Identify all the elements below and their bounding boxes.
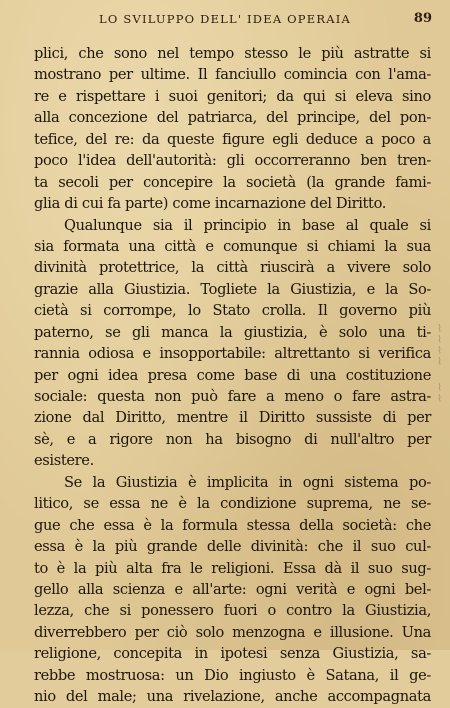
page-number: 89 — [413, 11, 432, 26]
text-line: sia formata una città e comunque si chiami la sua — [34, 237, 431, 255]
text-line: gello alla scienza e all'arte: ogni verità e ogni bel- — [34, 580, 431, 598]
text-line: gue che essa è la formula stessa della società: che — [34, 516, 431, 534]
text-line: alla concezione del patriarca, del principe, del pon- — [34, 109, 431, 127]
paragraph-start-line: Qualunque sia il principio in base al quale si — [64, 216, 431, 234]
text-line: rannia odiosa e insopportabile: altrettanto si verifica — [34, 345, 431, 363]
text-line: paterno, se gli manca la giustizia, è solo una ti- — [34, 323, 431, 341]
text-line: re e rispettare i suoi genitori; da qui si eleva sino — [34, 87, 431, 105]
text-line: nio del male; una rivelazione, anche accompagnata — [34, 688, 431, 706]
text-line: lezza, che si ponessero fuori o contro la Giustizia, — [34, 602, 431, 620]
text-line: ta secoli per concepire la società (la grande fami- — [34, 173, 431, 191]
text-line: mostrano per ultime. Il fanciullo comincia con l'ama- — [34, 66, 431, 84]
text-line: sè, e a rigore non ha bisogno di null'altro per — [34, 430, 431, 448]
text-line: rebbe mostruosa: un Dio ingiusto è Satana, il ge- — [34, 666, 431, 684]
text-line: esistere. — [34, 452, 94, 470]
margin-pencil-mark: ⌇⌇⌇⌇ — [434, 321, 445, 365]
text-line: sociale: questa non può fare a meno o fare astra- — [34, 388, 431, 405]
text-line: poco l'idea dell'autorità: gli occorreranno ben tren- — [34, 152, 431, 170]
text-line: religione, concepita in ipotesi senza Giustizia, sa- — [34, 645, 431, 663]
text-line: glia di cui fa parte) come incarnazione del Diritto. — [34, 195, 387, 213]
text-line: grazie alla Giustizia. Togliete la Giustizia, e la So- — [34, 280, 431, 298]
text-line: zione dal Diritto, mentre il Diritto sussiste di per — [34, 409, 431, 427]
text-line: essa è la più grande delle divinità: che il suo cul- — [34, 538, 431, 556]
text-line: tefice, del re: da queste figure egli deduce a poco a — [34, 130, 431, 148]
text-line: divinità protettrice, la città riuscirà a vivere solo — [34, 259, 431, 277]
text-line: diverrebbero per ciò solo menzogna e illusione. Una — [34, 623, 431, 641]
text-line: to è la più alta fra le religioni. Essa dà il suo sug- — [34, 559, 431, 577]
margin-pencil-mark: ⌇⌇ — [434, 380, 445, 402]
running-head — [0, 12, 450, 28]
text-line: litico, se essa ne è la condizione suprema, ne se- — [34, 495, 431, 513]
text-line: per ogni idea presa come base di una costituzione — [34, 366, 431, 384]
text-line: plici, che sono nel tempo stesso le più astratte si — [34, 45, 431, 62]
paragraph-start-line: Se la Giustizia è implicita in ogni sistema po- — [64, 473, 431, 491]
text-line: cietà si corrompe, lo Stato crolla. Il governo più — [34, 302, 431, 320]
body-text — [34, 43, 431, 708]
running-head-title: LO SVILUPPO DELL' IDEA OPERAIA — [99, 12, 351, 26]
